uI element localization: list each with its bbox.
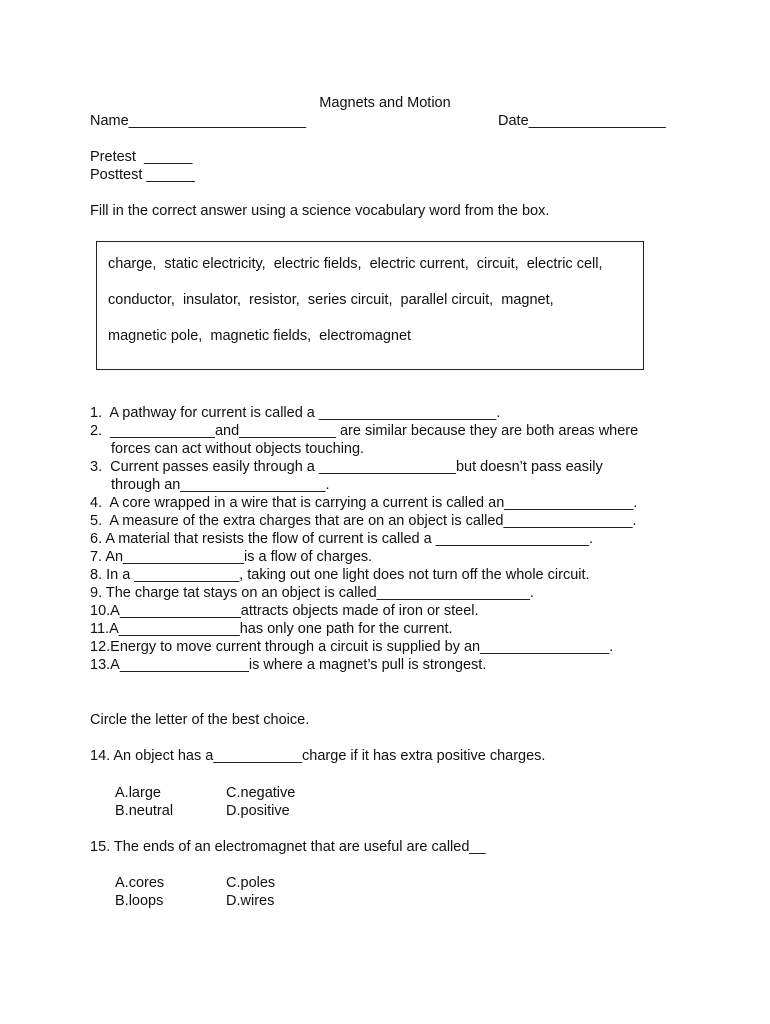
- question-15: 15. The ends of an electromagnet that are useful are called__: [90, 839, 486, 855]
- question-4: 4. A core wrapped in a wire that is carrying a current is called an________________.: [90, 495, 638, 511]
- question-2: 2. _____________and____________ are similar because they are both areas where: [90, 423, 639, 439]
- pretest-field[interactable]: Pretest ______: [90, 149, 193, 165]
- fill-instructions: Fill in the correct answer using a science vocabulary word from the box.: [90, 203, 550, 219]
- word-bank-line: charge, static electricity, electric fields, electric current, circuit, electric cell,: [108, 256, 603, 272]
- word-bank-line: magnetic pole, magnetic fields, electromagnet: [108, 328, 412, 344]
- word-bank-box: [96, 241, 644, 370]
- question-13: 13.A________________is where a magnet’s pull is strongest.: [90, 657, 487, 673]
- name-field[interactable]: Name______________________: [90, 113, 307, 129]
- question-7: 7. An_______________is a flow of charges.: [90, 549, 373, 565]
- question-14: 14. An object has a___________charge if it has extra positive charges.: [90, 748, 546, 764]
- question-2-cont: forces can act without objects touching.: [111, 441, 365, 457]
- circle-instructions: Circle the letter of the best choice.: [90, 712, 310, 728]
- question-6: 6. A material that resists the flow of current is called a ___________________.: [90, 531, 593, 547]
- posttest-field[interactable]: Posttest ______: [90, 167, 195, 183]
- page-title: Magnets and Motion: [319, 95, 451, 111]
- question-8: 8. In a _____________, taking out one light does not turn off the whole circuit.: [90, 567, 590, 583]
- q15-option-b[interactable]: B.loops: [115, 893, 164, 909]
- question-1: 1. A pathway for current is called a ______________________.: [90, 405, 501, 421]
- question-11: 11.A_______________has only one path for the current.: [90, 621, 453, 637]
- question-10: 10.A_______________attracts objects made of iron or steel.: [90, 603, 479, 619]
- question-12: 12.Energy to move current through a circuit is supplied by an________________.: [90, 639, 614, 655]
- q14-option-d[interactable]: D.positive: [226, 803, 290, 819]
- q15-option-c[interactable]: C.poles: [226, 875, 276, 891]
- q14-option-b[interactable]: B.neutral: [115, 803, 174, 819]
- date-field[interactable]: Date_________________: [498, 113, 666, 129]
- question-9: 9. The charge tat stays on an object is called___________________.: [90, 585, 534, 601]
- word-bank-line: conductor, insulator, resistor, series circuit, parallel circuit, magnet,: [108, 292, 554, 308]
- question-3: 3. Current passes easily through a _________________but doesn’t pass easily: [90, 459, 603, 475]
- question-5: 5. A measure of the extra charges that are on an object is called________________.: [90, 513, 637, 529]
- q15-option-d[interactable]: D.wires: [226, 893, 275, 909]
- q14-option-c[interactable]: C.negative: [226, 785, 296, 801]
- q14-option-a[interactable]: A.large: [115, 785, 161, 801]
- q15-option-a[interactable]: A.cores: [115, 875, 165, 891]
- question-3-cont: through an__________________.: [111, 477, 330, 493]
